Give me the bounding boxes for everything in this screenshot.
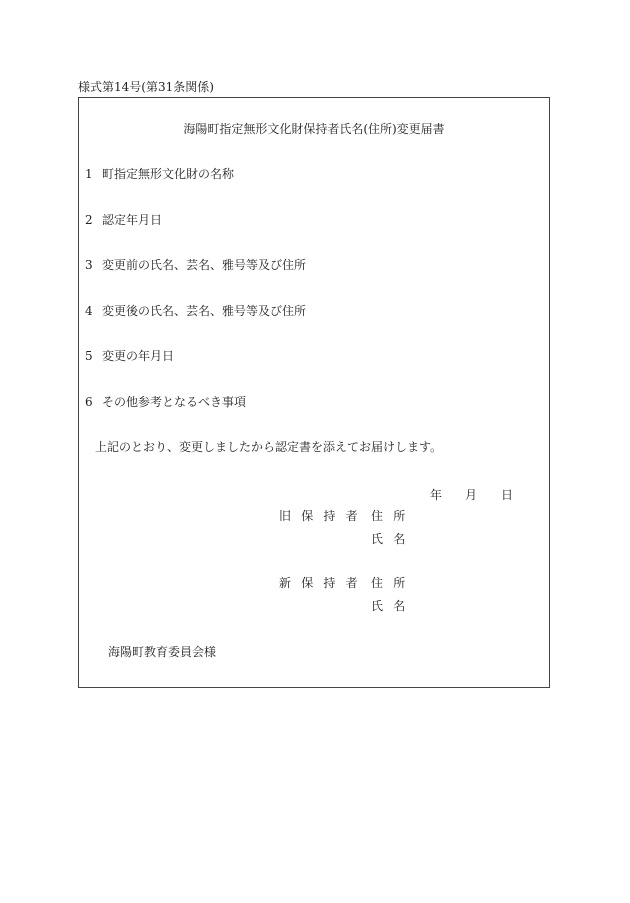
old-holder-address-label: 住所 xyxy=(371,509,416,523)
item-number: 3 xyxy=(85,258,93,272)
item-number: 5 xyxy=(85,349,93,363)
item-change-date xyxy=(85,350,174,362)
item-label: 変更の年月日 xyxy=(102,349,175,363)
recipient: 海陽町教育委員会様 xyxy=(108,645,217,659)
item-label: 変更前の氏名、芸名、雅号等及び住所 xyxy=(102,258,307,272)
form-number: 様式第14号(第31条関係) xyxy=(78,80,214,94)
date-day: 日 xyxy=(501,488,514,502)
item-heritage-name xyxy=(85,168,234,180)
item-label: 変更後の氏名、芸名、雅号等及び住所 xyxy=(102,304,307,318)
item-number: 4 xyxy=(85,304,93,318)
date-month: 月 xyxy=(465,488,478,502)
date-year: 年 xyxy=(430,488,443,502)
old-holder-label: 旧保持者 xyxy=(279,509,368,523)
item-certification-date xyxy=(85,214,162,226)
statement-text: 上記のとおり、変更しましたから認定書を添えてお届けします。 xyxy=(95,440,443,454)
new-holder-name-label: 氏名 xyxy=(371,599,416,613)
item-number: 6 xyxy=(85,395,93,409)
item-after-change xyxy=(85,305,306,317)
item-before-change xyxy=(85,259,306,271)
item-label: その他参考となるべき事項 xyxy=(102,395,247,409)
new-holder-address-label: 住所 xyxy=(371,576,416,590)
item-number: 2 xyxy=(85,213,93,227)
item-label: 認定年月日 xyxy=(102,213,163,227)
item-other-notes xyxy=(85,396,246,408)
form-frame xyxy=(78,97,550,688)
document-title: 海陽町指定無形文化財保持者氏名(住所)変更届書 xyxy=(183,122,445,136)
item-number: 1 xyxy=(85,167,93,181)
new-holder-label: 新保持者 xyxy=(279,576,368,590)
item-label: 町指定無形文化財の名称 xyxy=(102,167,235,181)
old-holder-name-label: 氏名 xyxy=(371,532,416,546)
